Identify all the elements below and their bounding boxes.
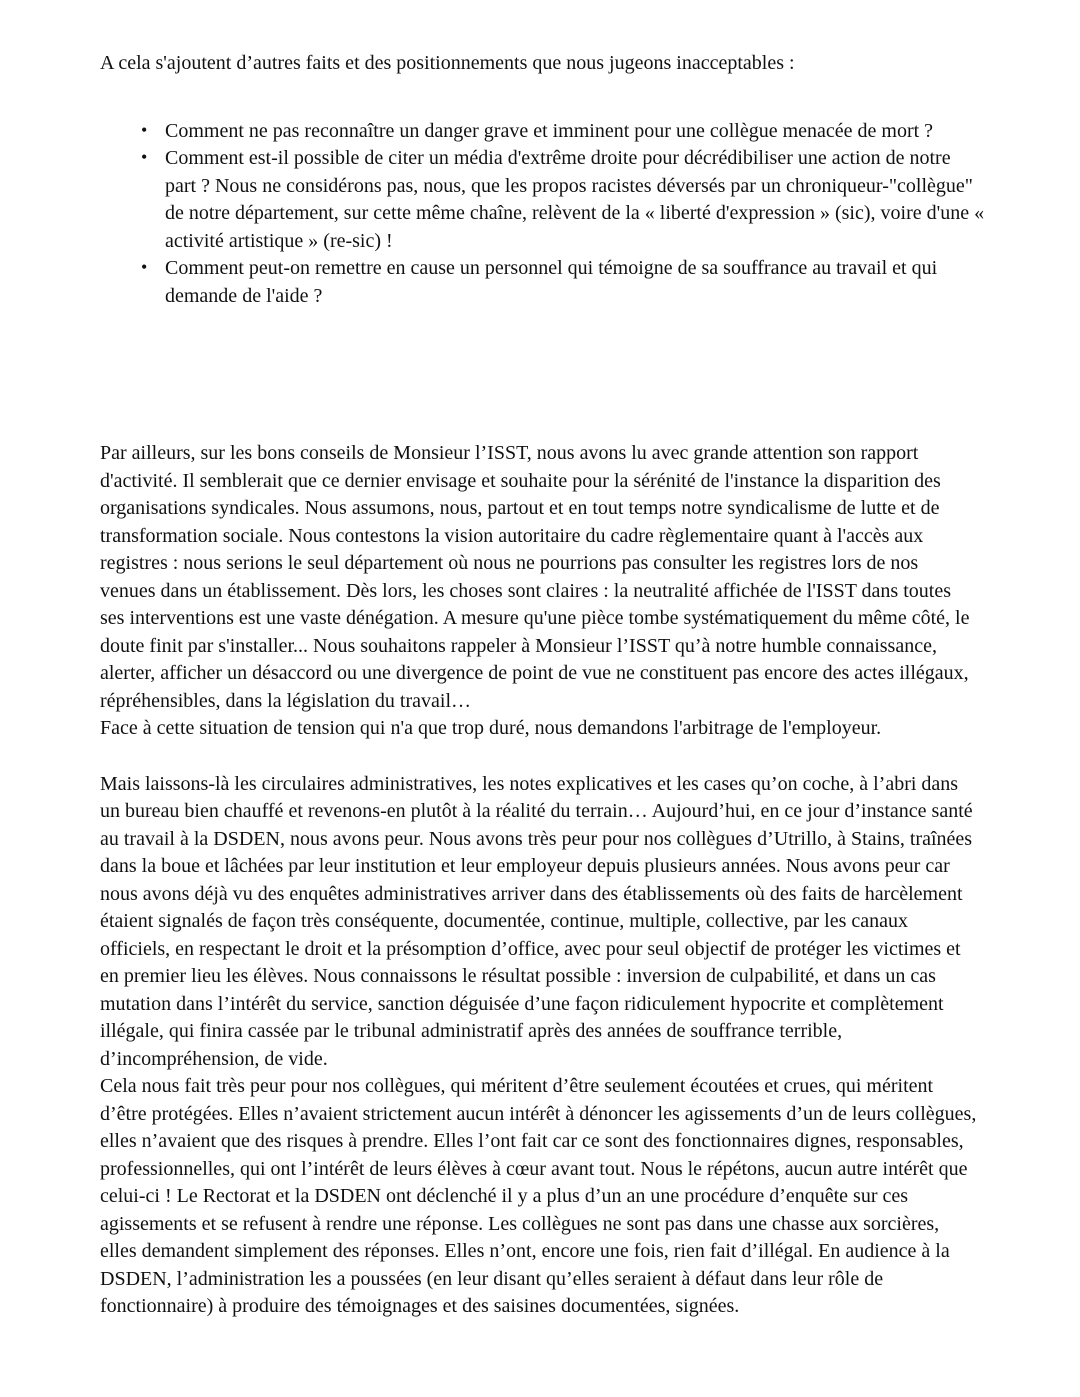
text-line: en premier lieu les élèves. Nous connaissons le résultat possible : inversion de culpabilité, et dans un cas <box>100 965 936 987</box>
text-line: officiels, en respectant le droit et la présomption d’office, avec pour seul objectif de protéger les victimes et <box>100 937 961 960</box>
text-line: de notre département, sur cette même chaîne, relèvent de la « liberté d'expression » (sic), voire d'une « <box>165 202 985 224</box>
text-line: d'activité. Il semblerait que ce dernier envisage et souhaite pour la sérénité de l'instance la disparition des <box>100 469 941 492</box>
bullet-icon: • <box>141 147 148 167</box>
text-line: dans la boue et lâchées par leur institution et leur employeur depuis plusieurs années. Nous avons peur car <box>100 855 950 877</box>
text-line: elles n’avaient que des risques à prendre. Elles l’ont fait car ce sont des fonctionnaires dignes, responsables, <box>100 1130 964 1152</box>
text-line: DSDEN, l’administration les a poussées (en leur disant qu’elles seraient à défaut dans leur rôle de <box>100 1267 884 1290</box>
text-line: nous avons déjà vu des enquêtes administratives arriver dans des établissements où des faits de harcèlement <box>100 882 963 905</box>
bullet-text-danger <box>165 118 1040 146</box>
text-line: part ? Nous ne considérons pas, nous, que les propos racistes déversés par un chroniqueur-"collègue" <box>165 174 973 197</box>
text-line: Face à cette situation de tension qui n'a que trop duré, nous demandons l'arbitrage de l'employeur. <box>100 717 882 739</box>
text-line: Comment ne pas reconnaître un danger grave et imminent pour une collègue menacée de mort ? <box>165 119 934 142</box>
text-line: elles demandent simplement des réponses. Elles n’ont, encore une fois, rien fait d’illégal. En audience à la <box>100 1240 950 1262</box>
text-line: fonctionnaire) à produire des témoignages et des saisines documentées, signées. <box>100 1295 740 1317</box>
text-line: un bureau bien chauffé et revenons-en plutôt à la réalité du terrain… Aujourd’hui, en ce jour d’instance santé <box>100 800 973 822</box>
bullet-icon: • <box>141 257 148 277</box>
text-line: activité artistique » (re-sic) ! <box>165 229 393 252</box>
text-line: transformation sociale. Nous contestons la vision autoritaire du cadre règlementaire quant à l'accès aux <box>100 524 924 547</box>
text-line: professionnelles, qui ont l’intérêt de leurs élèves à cœur avant tout. Nous le répétons, aucun autre intérêt que <box>100 1157 968 1180</box>
text-line: Par ailleurs, sur les bons conseils de Monsieur l’ISST, nous avons lu avec grande attention son rapport <box>100 442 919 464</box>
intro-paragraph: A cela s'ajoutent d’autres faits et des positionnements que nous jugeons inacceptables : <box>100 52 795 74</box>
bullet-item-danger <box>100 118 1040 146</box>
text-line: Comment est-il possible de citer un média d'extrême droite pour décrédibiliser une action de notre <box>165 147 951 169</box>
bullet-item-media <box>100 145 1040 255</box>
bullet-text-media <box>165 145 1040 255</box>
paragraph-terrain-reality <box>100 771 1040 1321</box>
text-line: agissements et se refusent à rendre une réponse. Les collègues ne sont pas dans une chasse aux sorcières, <box>100 1212 940 1235</box>
paragraph-isst-report <box>100 440 1040 743</box>
text-line: doute finit par s'installer... Nous souhaitons rappeler à Monsieur l’ISST qu’à notre humble connaissance, <box>100 634 937 657</box>
text-line: celui-ci ! Le Rectorat et la DSDEN ont déclenché il y a plus d’un an une procédure d’enquête sur ces <box>100 1185 909 1207</box>
text-line: au travail à la DSDEN, nous avons peur. Nous avons très peur pour nos collègues d’Utrillo, à Stains, traînées <box>100 827 973 850</box>
bullet-text-personnel <box>165 255 1040 310</box>
text-line: Mais laissons-là les circulaires administratives, les notes explicatives et les cases qu’on coche, à l’abri dans <box>100 772 959 795</box>
text-line: registres : nous serions le seul département où nous ne pourrions pas consulter les registres lors de nos <box>100 552 919 574</box>
text-line: organisations syndicales. Nous assumons, nous, partout et en tout temps notre syndicalisme de lutte et de <box>100 497 940 519</box>
bullet-list <box>100 118 1040 311</box>
text-line: alerter, afficher un désaccord ou une divergence de point de vue ne constituent pas encore des actes illégaux, <box>100 662 969 684</box>
text-line: illégale, qui finira cassée par le tribunal administratif après des années de souffrance terrible, <box>100 1020 843 1042</box>
bullet-item-personnel <box>100 255 1040 310</box>
text-line: d’être protégées. Elles n’avaient strictement aucun intérêt à dénoncer les agissements d’un de leurs collègues, <box>100 1102 977 1125</box>
text-line: venues dans un établissement. Dès lors, les choses sont claires : la neutralité affichée de l'ISST dans toutes <box>100 579 951 602</box>
text-line: d’incompréhension, de vide. <box>100 1047 328 1070</box>
text-line: répréhensibles, dans la législation du travail… <box>100 689 472 712</box>
text-line: demande de l'aide ? <box>165 284 323 307</box>
text-line: Cela nous fait très peur pour nos collègues, qui méritent d’être seulement écoutées et crues, qui méritent <box>100 1075 934 1097</box>
text-line: ses interventions est une vaste dénégation. A mesure qu'une pièce tombe systématiquement du même côté, le <box>100 607 970 629</box>
text-line: Comment peut-on remettre en cause un personnel qui témoigne de sa souffrance au travail et qui <box>165 257 938 279</box>
text-line: mutation dans l’intérêt du service, sanction déguisée d’une façon ridiculement hypocrite et complètement <box>100 992 944 1015</box>
text-line: étaient signalés de façon très conséquente, documentée, continue, multiple, collective, par les canaux <box>100 910 909 932</box>
bullet-icon: • <box>141 119 148 140</box>
